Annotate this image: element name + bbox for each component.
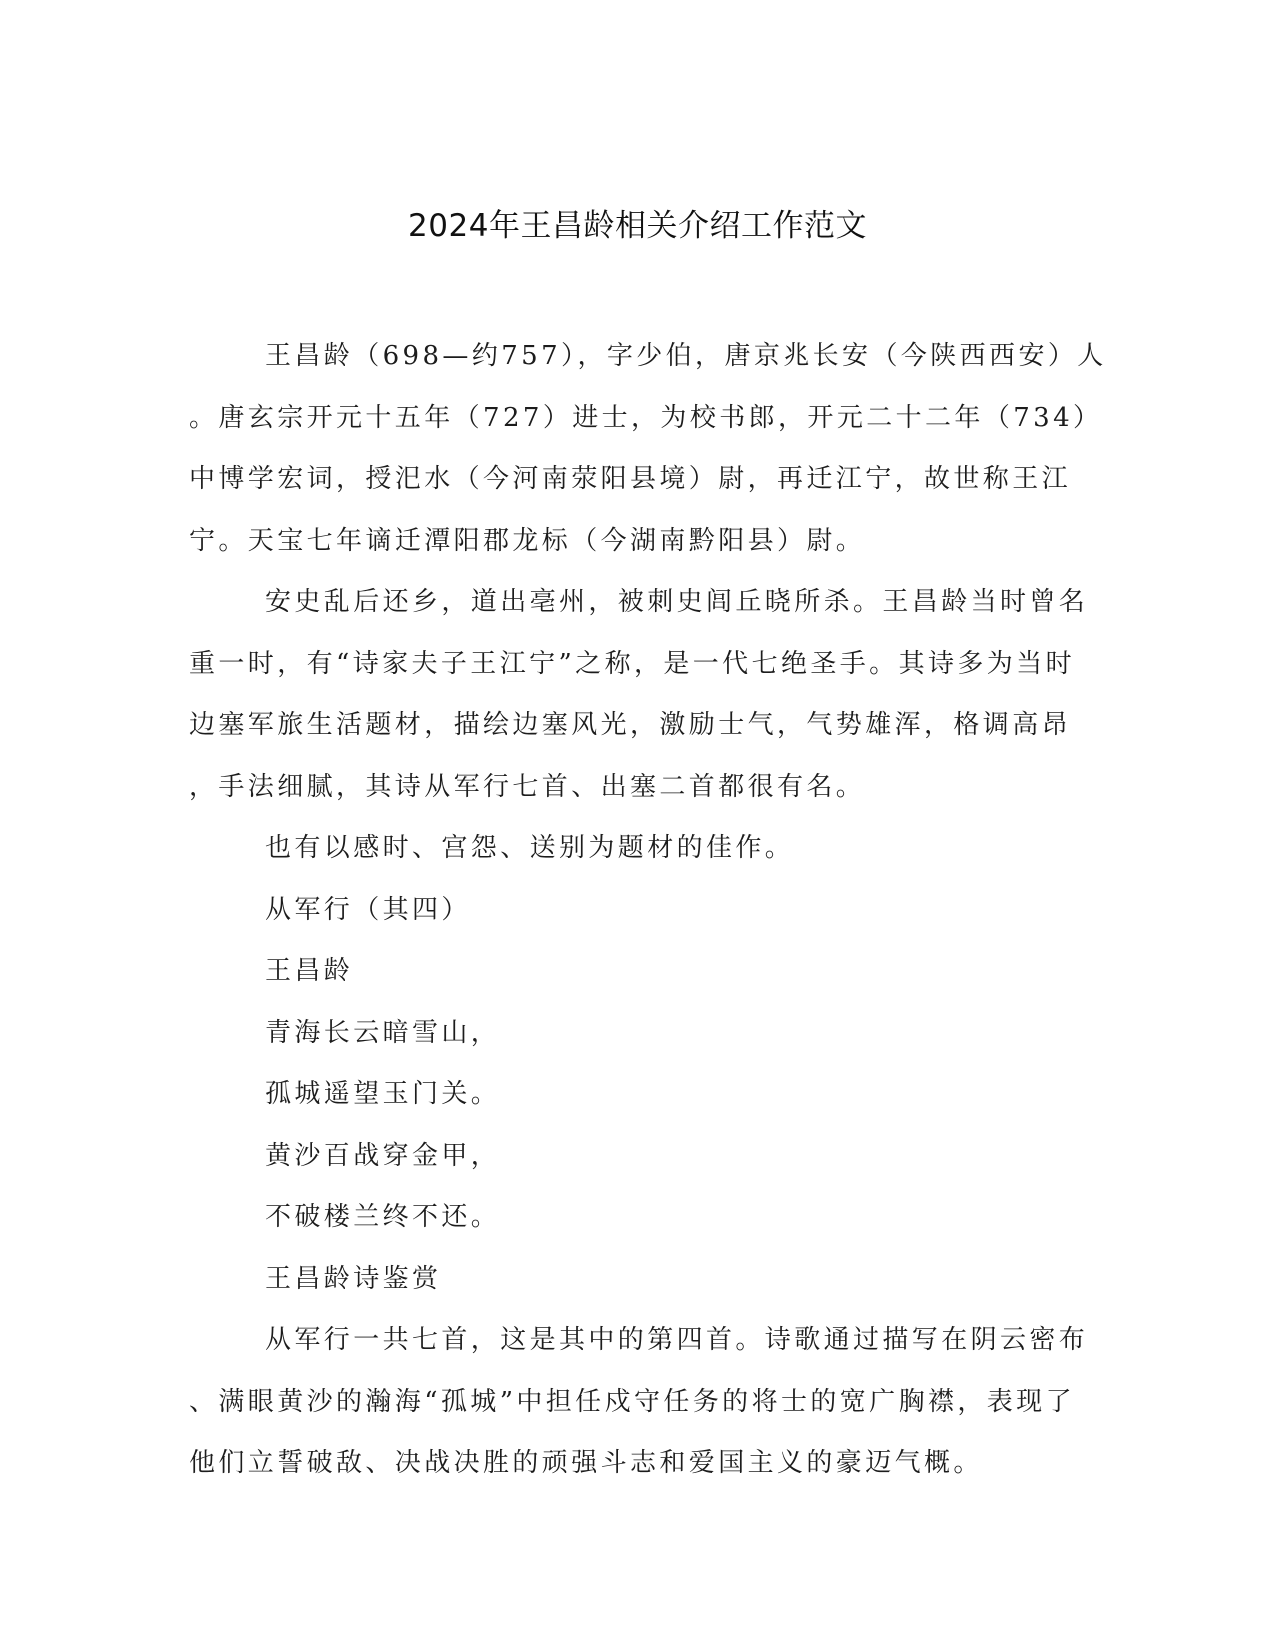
- body-line: 宁。天宝七年谪迁潭阳郡龙标（今湖南黔阳县）尉。: [189, 525, 866, 556]
- document-body: [189, 326, 1107, 1495]
- body-line: 王昌龄: [265, 956, 354, 986]
- poem-line: 孤城遥望玉门关。: [265, 1079, 501, 1109]
- body-line: 也有以感时、宫怨、送别为题材的佳作。: [265, 833, 795, 863]
- poem-line: 不破楼兰终不还。: [265, 1202, 501, 1232]
- poem-line: 青海长云暗雪山，: [265, 1017, 501, 1048]
- body-line: 。唐玄宗开元十五年（727）进士，为校书郎，开元二十二年（734）: [189, 402, 1103, 433]
- body-line: 中博学宏词，授汜水（今河南荥阳县境）尉，再迁江宁，故世称王江: [189, 464, 1072, 494]
- body-line: 从军行（其四）: [265, 894, 471, 925]
- document-title: 2024年王昌龄相关介绍工作范文: [408, 208, 867, 244]
- body-line: 边塞军旅生活题材，描绘边塞风光，激励士气，气势雄浑，格调高昂: [189, 710, 1072, 740]
- body-line: 重一时，有“诗家夫子王江宁”之称，是一代七绝圣手。其诗多为当时: [189, 648, 1075, 679]
- body-line: 安史乱后还乡，道出亳州，被刺史闾丘晓所杀。王昌龄当时曾名: [265, 587, 1089, 617]
- body-line: 他们立誓破敌、决战决胜的顽强斗志和爱国主义的豪迈气概。: [189, 1448, 983, 1478]
- body-line: ，手法细腻，其诗从军行七首、出塞二首都很有名。: [189, 771, 866, 802]
- body-line: 王昌龄（698—约757），字少伯，唐京兆长安（今陕西西安）人: [265, 341, 1107, 371]
- body-line: 、满眼黄沙的瀚海“孤城”中担任戍守任务的将士的宽广胸襟，表现了: [189, 1386, 1075, 1417]
- section-heading: 王昌龄诗鉴赏: [265, 1263, 442, 1294]
- body-line: 从军行一共七首，这是其中的第四首。诗歌通过描写在阴云密布: [265, 1325, 1089, 1355]
- poem-line: 黄沙百战穿金甲，: [265, 1140, 501, 1171]
